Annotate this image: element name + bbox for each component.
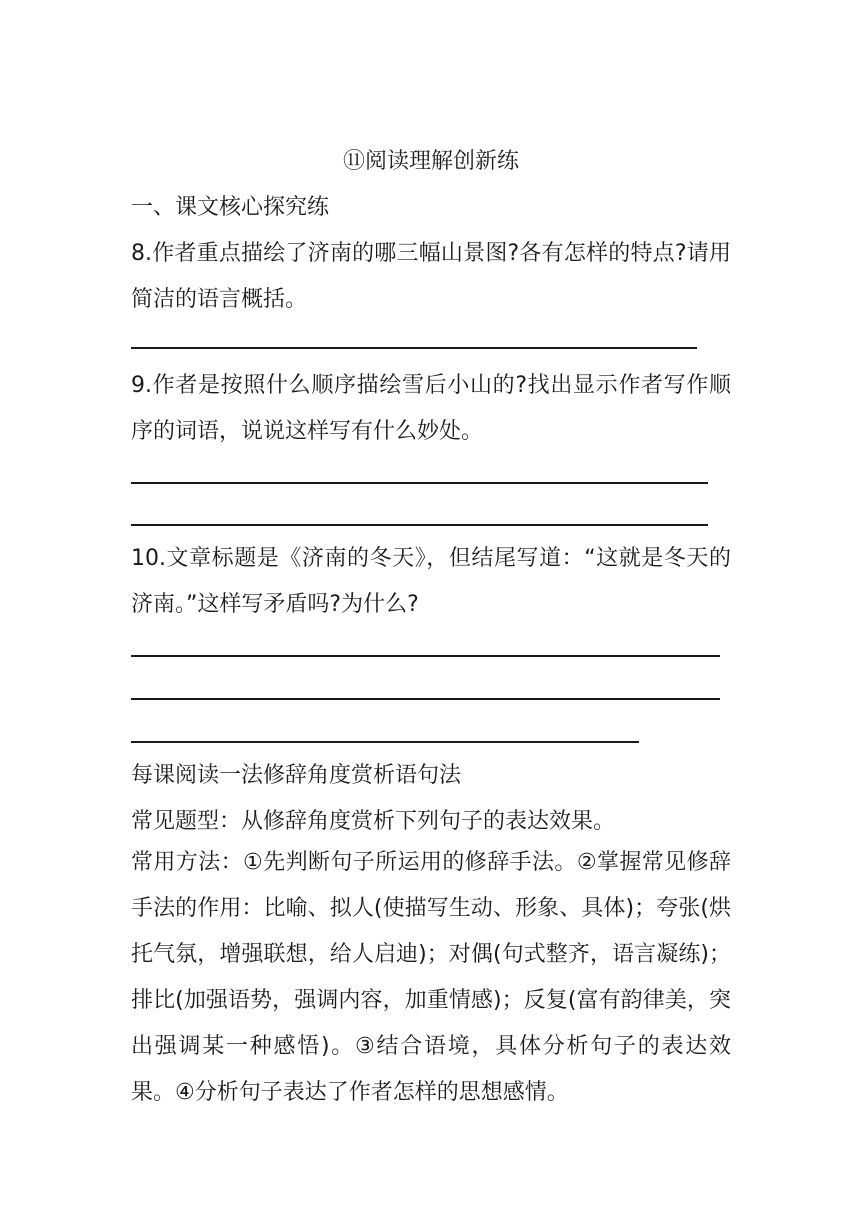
method-approach: 常用方法：①先判断句子所运用的修辞手法。②掌握常见修辞手法的作用：比喻、拟人(使描写生动、形象、具体)；夸张(烘托气氛，增强联想，给人启迪)；对偶(句式整齐，语言凝练)；排比(加强语势，强调内容，加重情感)；反复(富有韵律美，突出强调某一种感悟)。③结合语境，具体分析句子的表达效果。④分析句子表达了作者怎样的思想感情。 [131, 850, 731, 1105]
method-question-type: 常见题型：从修辞角度赏析下列句子的表达效果。 [131, 809, 616, 834]
answer-line [131, 655, 720, 657]
answer-line [131, 482, 708, 484]
method-heading: 每课阅读一法修辞角度赏析语句法 [131, 763, 462, 788]
question-9: 9.作者是按照什么顺序描绘雪后小山的?找出显示作者写作顺序的词语，说说这样写有什么妙处。 [131, 373, 731, 444]
section-heading: 一、课文核心探究练 [131, 195, 330, 220]
answer-line [131, 524, 708, 526]
answer-line [131, 698, 720, 700]
answer-line [131, 347, 697, 349]
question-10: 10.文章标题是《济南的冬天》，但结尾写道：“这就是冬天的济南。”这样写矛盾吗?为什么? [131, 546, 731, 617]
answer-line [131, 741, 639, 743]
question-8: 8.作者重点描绘了济南的哪三幅山景图?各有怎样的特点?请用简洁的语言概括。 [131, 241, 731, 312]
document-title: ⑪阅读理解创新练 [342, 149, 519, 174]
